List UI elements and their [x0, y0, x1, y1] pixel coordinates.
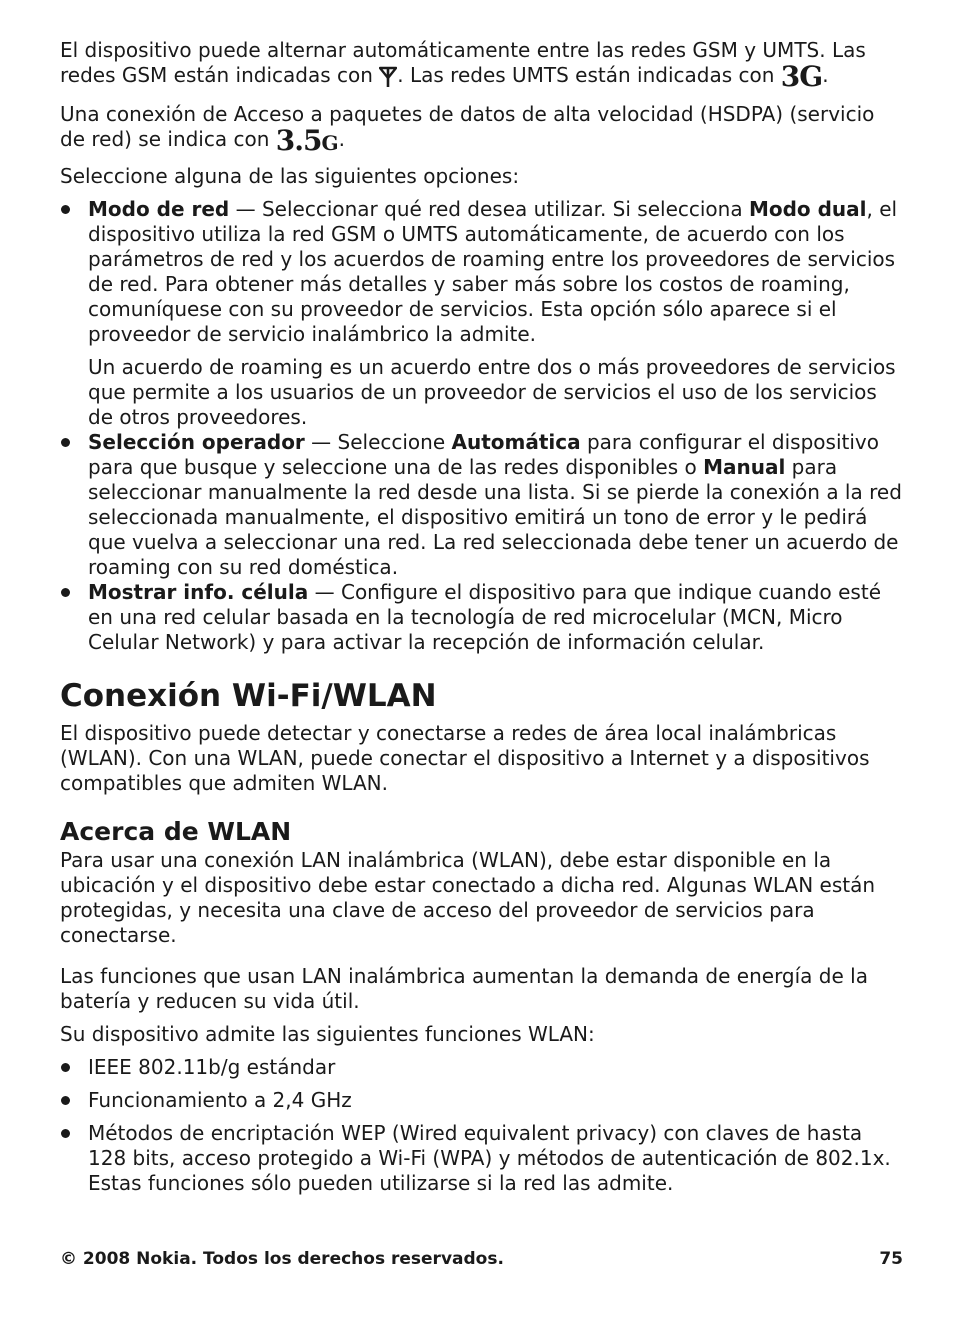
umts-3g-icon: [780, 60, 823, 93]
subsection-title: Acerca de WLAN: [60, 817, 292, 846]
features-list: [60, 1055, 905, 1196]
icon-3g-text: 3G: [780, 60, 823, 93]
option-text: — Configure el dispositivo para que indique cuando esté en una red celular basada en la tecnología de red microcelular (MCN, Micro Celular Network) y para activar la recepción de información celular.: [88, 580, 881, 654]
list-item: IEEE 802.11b/g estándar: [60, 1055, 905, 1080]
list-item: Métodos de encriptación WEP (Wired equivalent privacy) con claves de hasta 128 bits, acceso protegido a Wi-Fi (WPA) y métodos de autenticación de 802.1x. Estas funciones sólo pueden utilizarse si la red las admite.: [60, 1121, 905, 1196]
option-text: — Seleccionar qué red desea utilizar. Si selecciona: [229, 197, 749, 221]
intro-text: Una conexión de Acceso a paquetes de datos de alta velocidad (HSDPA) (servicio de red) se indica con: [60, 102, 875, 151]
icon-g-text: G: [321, 131, 339, 155]
subsection-paragraph: Su dispositivo admite las siguientes funciones WLAN:: [60, 1022, 595, 1046]
section-title: Conexión Wi-Fi/WLAN: [60, 678, 437, 714]
list-item: [60, 430, 905, 580]
option-extra: Un acuerdo de roaming es un acuerdo entre dos o más proveedores de servicios que permite a los usuarios de un proveedor de servicios el uso de los servicios de otros proveedores.: [88, 355, 896, 429]
intro-paragraph-select: Seleccione alguna de las siguientes opciones:: [60, 164, 520, 188]
option-bold: Modo dual: [748, 197, 867, 221]
options-list: [60, 197, 905, 655]
option-text: para configurar el dispositivo para que busque y seleccione una de las redes disponibles o: [88, 430, 879, 479]
option-bold: Automática: [451, 430, 581, 454]
option-term: Mostrar info. célula: [88, 580, 309, 604]
page-content: [60, 38, 905, 1196]
list-item: [60, 197, 905, 430]
page-footer: [60, 1249, 903, 1269]
icon-35-text: 3.5: [275, 124, 322, 157]
option-text: , el dispositivo utiliza la red GSM o UMTS automáticamente, de acuerdo con los parámetros de red y los acuerdos de roaming entre los proveedores de servicios de red. Para obtener más detalles y saber más sobre los costos de roaming, comuníquese con su proveedor de servicios. Esta opción sólo aparece si el proveedor de servicio inalámbrico la admite.: [88, 197, 898, 346]
option-bold: Manual: [703, 455, 786, 479]
list-item: Funcionamiento a 2,4 GHz: [60, 1088, 905, 1113]
option-text: — Seleccione: [304, 430, 452, 454]
gsm-antenna-icon: [379, 66, 397, 94]
option-text: para seleccionar manualmente la red desde una lista. Si se pierde la conexión a la red seleccionada manualmente, el dispositivo emitirá un tono de error y le pedirá que vuelva a seleccionar una red. La red seleccionada debe tener un acuerdo de roaming con su red doméstica.: [88, 455, 902, 579]
subsection-paragraph: Para usar una conexión LAN inalámbrica (WLAN), debe estar disponible en la ubicación y el dispositivo debe estar conectado a dicha red. Algunas WLAN están protegidas, y necesita una clave de acceso del proveedor de servicios para conectarse.: [60, 848, 876, 947]
subsection-paragraph: Las funciones que usan LAN inalámbrica aumentan la demanda de energía de la batería y reducen su vida útil.: [60, 964, 868, 1013]
option-term: Modo de red: [88, 197, 230, 221]
copyright: © 2008 Nokia. Todos los derechos reservados.: [60, 1249, 504, 1269]
intro-text: .: [338, 127, 345, 151]
intro-text: . Las redes UMTS están indicadas con: [397, 63, 781, 87]
intro-text: El dispositivo puede alternar automáticamente entre las redes GSM y UMTS. Las redes GSM están indicadas con: [60, 38, 866, 87]
section-paragraph: El dispositivo puede detectar y conectarse a redes de área local inalámbricas (WLAN). Con una WLAN, puede conectar el dispositivo a Internet y a dispositivos compatibles que admiten WLAN.: [60, 721, 870, 795]
intro-text: .: [822, 63, 829, 87]
page-number: 75: [879, 1249, 903, 1269]
option-term: Selección operador: [88, 430, 305, 454]
list-item: [60, 580, 905, 655]
intro-paragraph-hsdpa: [60, 102, 905, 156]
intro-paragraph-networks: [60, 38, 905, 94]
hsdpa-35g-icon: [275, 124, 339, 157]
